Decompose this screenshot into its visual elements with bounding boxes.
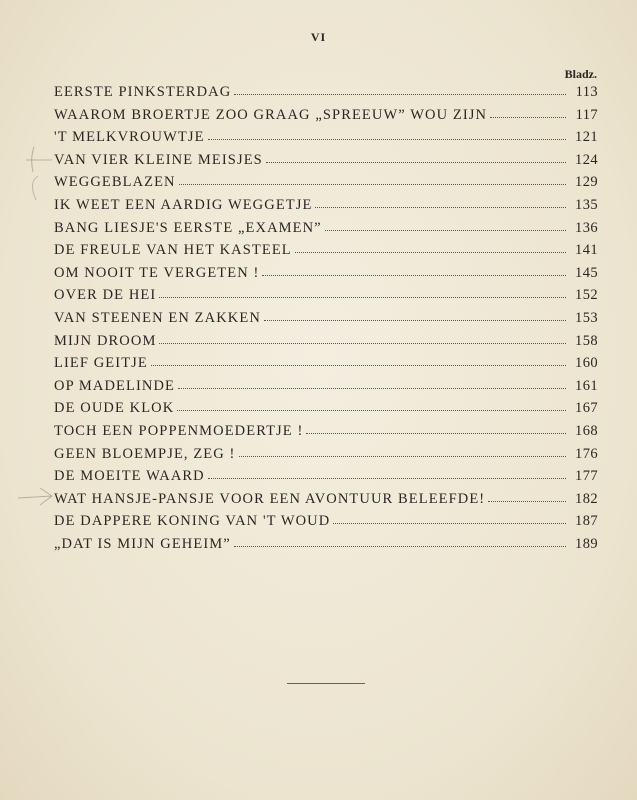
toc-entry-page: 135 — [575, 196, 598, 213]
toc-entry-title: VAN STEENEN EN ZAKKEN — [54, 309, 261, 326]
page-number: VI — [310, 30, 327, 44]
toc-entry-title: WAT HANSJE-PANSJE VOOR EEN AVONTUUR BELEEFDE! — [54, 490, 486, 507]
page-column-header: Bladz. — [564, 67, 597, 81]
toc-entry-page: 152 — [575, 287, 598, 304]
toc-entry-title: DE DAPPERE KONING VAN 'T WOUD — [54, 513, 331, 530]
toc-entry-page: 129 — [575, 174, 598, 191]
toc-entry-page: 141 — [575, 242, 598, 259]
toc-entry-page: 168 — [575, 422, 598, 439]
toc-entry-page: 117 — [575, 106, 598, 123]
toc-entry-page: 113 — [575, 84, 598, 100]
toc-entry-title: DE MOEITE WAARD — [54, 468, 205, 485]
toc-entry-page: 124 — [575, 151, 598, 168]
toc-entry-page: 182 — [575, 490, 598, 507]
toc-entry-title: MIJN DROOM — [54, 332, 157, 349]
toc-entry-page: 167 — [575, 400, 598, 417]
toc-entry-page: 136 — [575, 219, 598, 236]
toc-entry-title: BANG LIESJE'S EERSTE „EXAMEN” — [54, 219, 322, 236]
toc-entry-title: DE OUDE KLOK — [54, 400, 175, 417]
toc-entry-page: 187 — [575, 513, 598, 530]
toc-entry-title: OM NOOIT TE VERGETEN ! — [54, 264, 260, 281]
pencil-stroke-icon — [32, 176, 38, 200]
toc-entry-title: 'T MELKVROUWTJE — [54, 129, 205, 146]
toc-entry-title: GEEN BLOEMPJE, ZEG ! — [54, 445, 236, 462]
toc-entry-title: OP MADELINDE — [54, 377, 176, 394]
pencil-arrow-icon — [18, 488, 52, 505]
toc-entry-title: VAN VIER KLEINE MEISJES — [54, 151, 263, 168]
toc-entry-page: 158 — [575, 332, 598, 349]
toc-entry-title: IK WEET EEN AARDIG WEGGETJE — [54, 196, 313, 213]
toc-entry-page: 161 — [575, 377, 598, 394]
toc-entry-page: 153 — [575, 309, 598, 326]
toc-entry-page: 189 — [575, 535, 598, 552]
toc-entry-page: 145 — [575, 264, 598, 281]
toc-entry-title: OVER DE HEI — [54, 287, 157, 304]
toc-entry-title: EERSTE PINKSTERDAG — [54, 84, 232, 100]
toc-entry-page: 177 — [575, 468, 598, 485]
toc-entry-title: DE FREULE VAN HET KASTEEL — [54, 242, 292, 259]
toc-entry-page: 176 — [575, 445, 598, 462]
toc-entry-title: WEGGEBLAZEN — [54, 174, 176, 191]
toc-entry-title: „DAT IS MIJN GEHEIM” — [54, 535, 231, 552]
toc-entry-title: TOCH EEN POPPENMOEDERTJE ! — [54, 422, 304, 439]
toc-entry-title: LIEF GEITJE — [54, 355, 148, 372]
toc-entry-page: 121 — [575, 129, 598, 146]
toc-entry-title: WAAROM BROERTJE ZOO GRAAG „SPREEUW” WOU ZIJN — [54, 106, 488, 123]
toc-entry-page: 160 — [575, 355, 598, 372]
